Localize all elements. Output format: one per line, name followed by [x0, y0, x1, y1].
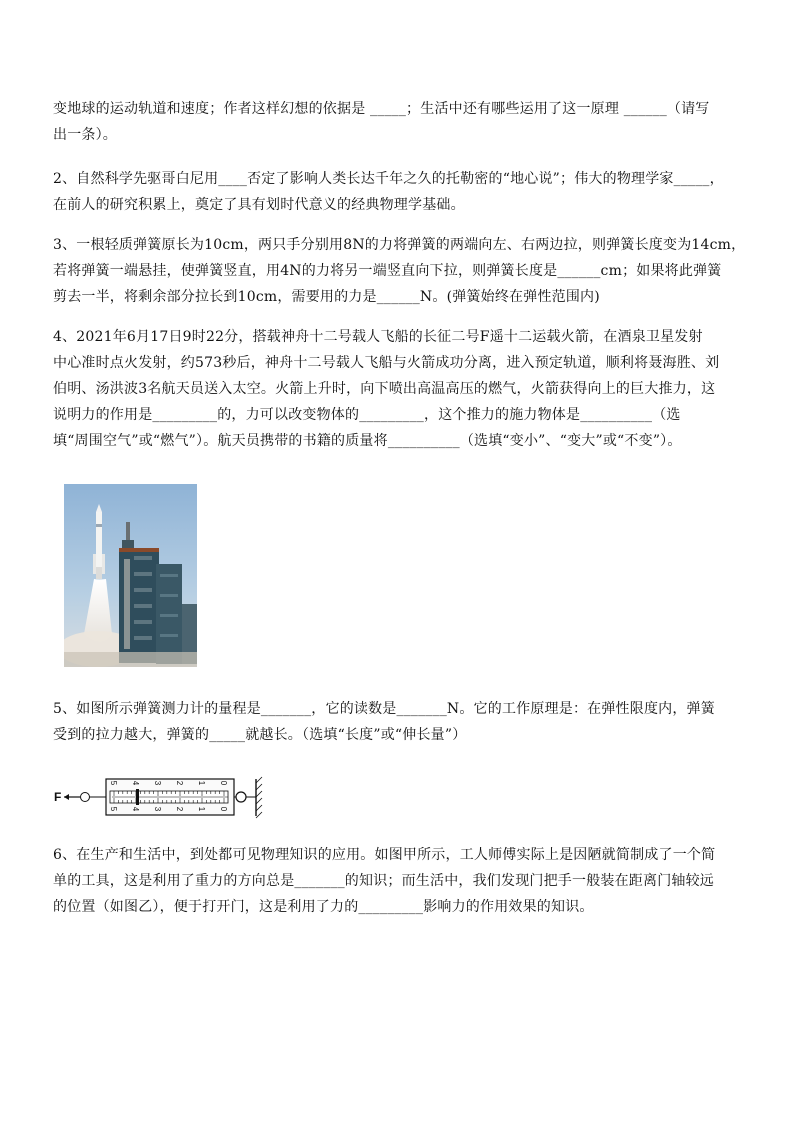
q2-line-1: 2、自然科学先驱哥白尼用____否定了影响人类长达千年之久的托勒密的“地心说”；伟大的物理学家_____，: [53, 171, 724, 187]
q3-line-1: 3、一根轻质弹簧原长为10cm，两只手分别用8N的力将弹簧的两端向左、右两边拉，则弹簧长度变为14cm，: [53, 237, 746, 253]
arrow-head: [64, 794, 69, 800]
rocket-launch-photo: [64, 484, 197, 667]
scale-number: 5: [109, 780, 118, 786]
question-5: [53, 696, 758, 748]
force-label: F: [54, 790, 62, 804]
q6-line-1: 6、在生产和生活中，到处都可见物理知识的应用。如图甲所示，工人师傅实际上是因陋就简制成了一个简: [53, 847, 716, 863]
q1-line-1: 变地球的运动轨道和速度；作者这样幻想的依据是 _____；生活中还有哪些运用了这一原理 ______（请写: [53, 101, 710, 117]
scale-number: 2: [175, 806, 184, 812]
q5-line-1: 5、如图所示弹簧测力计的量程是_______，它的读数是_______N。它的工作原理是：在弹性限度内，弹簧: [53, 701, 715, 717]
question-3: [53, 232, 758, 310]
q2-line-2: 在前人的研究积累上，奠定了具有划时代意义的经典物理学基础。: [53, 197, 465, 213]
scale-number: 3: [153, 806, 162, 812]
scale-number: 1: [197, 806, 206, 812]
rocket-launch-illustration: [64, 484, 197, 667]
scale-number: 0: [219, 806, 228, 812]
scale-number: 2: [175, 780, 184, 786]
q3-line-3: 剪去一半，将剩余部分拉长到10cm，需要用的力是______N。(弹簧始终在弹性范围内): [53, 289, 600, 305]
q6-line-2: 单的工具，这是利用了重力的方向总是_______的知识；而生活中，我们发现门把手一般装在距离门轴较远: [53, 873, 714, 889]
scale-number: 5: [109, 806, 118, 812]
q6-line-3: 的位置（如图乙），便于打开门，这是利用了力的_________影响力的作用效果的知识。: [53, 899, 594, 915]
q4-line-3: 伯明、汤洪波3名航天员送入太空。火箭上升时，向下喷出高温高压的燃气，火箭获得向上的巨大推力，这: [53, 381, 716, 397]
scale-number: 0: [219, 780, 228, 786]
question-2: [53, 166, 758, 218]
q4-line-2: 中心准时点火发射，约573秒后，神舟十二号载人飞船与火箭成功分离，进入预定轨道，顺利将聂海胜、刘: [53, 355, 720, 371]
question-6: [53, 842, 758, 920]
scale-number: 1: [197, 780, 206, 786]
q1-line-2: 出一条）。: [53, 127, 117, 143]
q4-line-1: 4、2021年6月17日9时22分，搭载神舟十二号载人飞船的长征二号F遥十二运载火箭，在酒泉卫星发射: [53, 329, 703, 345]
wall-hatching: [256, 777, 262, 818]
hook: [81, 793, 90, 802]
q3-line-2: 若将弹簧一端悬挂，使弹簧竖直，用4N的力将另一端竖直向下拉，则弹簧长度是______cm；如果将此弹簧: [53, 263, 722, 279]
ring: [236, 792, 246, 802]
question-1-tail: [53, 96, 758, 148]
scale-number: 3: [153, 780, 162, 786]
q5-line-2: 受到的拉力越大，弹簧的_____就越长。（选填“长度”或“伸长量”）: [53, 727, 467, 743]
scale-number: 4: [131, 806, 140, 812]
spring-scale-figure: [52, 774, 266, 820]
q4-line-5: 填“周围空气”或“燃气”）。航天员携带的书籍的质量将__________（选填“变小”、“变大”或“不变”）。: [53, 433, 682, 449]
scale-number: 4: [131, 780, 140, 786]
q4-line-4: 说明力的作用是_________的，力可以改变物体的_________，这个推力的施力物体是__________（选: [53, 407, 681, 423]
question-4: [53, 324, 758, 454]
